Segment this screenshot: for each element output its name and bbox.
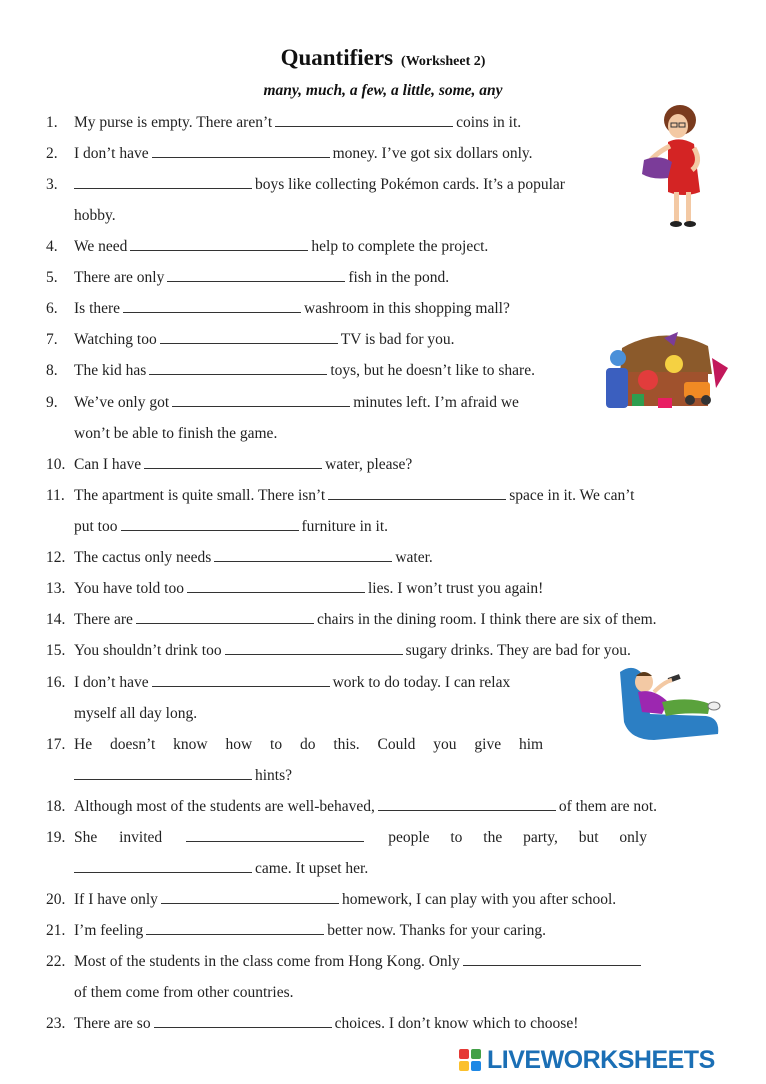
question-22: 22. Most of the students in the class come from Hong Kong. Only — [46, 946, 644, 977]
answer-blank-7[interactable] — [160, 329, 338, 344]
toy-pile-illustration — [604, 328, 730, 420]
question-1: 1. My purse is empty. There aren’t coins in it. — [46, 114, 522, 131]
question-8: 8. The kid has toys, but he doesn’t like to share. — [46, 362, 535, 379]
question-7: 7. Watching too TV is bad for you. — [46, 331, 455, 348]
question-21: 21. I’m feeling better now. Thanks for your caring. — [46, 922, 546, 939]
answer-blank-19a[interactable] — [186, 827, 364, 842]
relaxing-man-illustration — [614, 662, 726, 744]
question-6: 6. Is there washroom in this shopping mall? — [46, 300, 510, 317]
answer-blank-2[interactable] — [152, 143, 330, 158]
answer-blank-10[interactable] — [144, 454, 322, 469]
answer-blank-8[interactable] — [149, 360, 327, 375]
answer-blank-14[interactable] — [136, 609, 314, 624]
question-3-continued: hobby. — [74, 207, 116, 224]
answer-blank-3[interactable] — [74, 174, 252, 189]
question-16: 16. I don’t have work to do today. I can relax — [46, 674, 511, 691]
question-11-continued: put too furniture in it. — [74, 518, 389, 535]
question-17: 17. He doesn’t know how to do this. Could you give him — [46, 736, 544, 753]
answer-blank-16[interactable] — [152, 672, 330, 687]
answer-blank-9[interactable] — [172, 392, 350, 407]
title-sub: (Worksheet 2) — [401, 54, 486, 69]
question-16-continued: myself all day long. — [74, 705, 198, 722]
woman-with-purse-illustration — [640, 102, 726, 232]
answer-blank-11a[interactable] — [328, 485, 506, 500]
liveworksheets-logo-icon — [459, 1049, 481, 1071]
answer-blank-11b[interactable] — [121, 516, 299, 531]
answer-blank-22[interactable] — [463, 951, 641, 966]
question-4: 4. We need help to complete the project. — [46, 238, 489, 255]
answer-blank-15[interactable] — [225, 640, 403, 655]
question-17-continued: hints? — [74, 760, 292, 791]
question-11: 11. The apartment is quite small. There isn’t space in it. We can’t — [46, 487, 635, 504]
question-3: 3. boys like collecting Pokémon cards. It’s a popular — [46, 176, 565, 193]
title-main: Quantifiers — [280, 45, 394, 70]
answer-blank-12[interactable] — [214, 547, 392, 562]
answer-blank-5[interactable] — [167, 267, 345, 282]
answer-blank-18[interactable] — [378, 796, 556, 811]
question-19: 19. She invited people to the party, but only — [46, 829, 647, 846]
liveworksheets-logo-text: LIVEWORKSHEETS — [487, 1045, 715, 1074]
answer-blank-17[interactable] — [74, 765, 252, 780]
answer-blank-6[interactable] — [123, 298, 301, 313]
page-title — [0, 45, 766, 71]
answer-blank-20[interactable] — [161, 889, 339, 904]
question-5: 5. There are only fish in the pond. — [46, 269, 450, 286]
question-14: 14. There are chairs in the dining room. I think there are six of them. — [46, 611, 657, 628]
answer-blank-4[interactable] — [130, 236, 308, 251]
quantifier-list: many, much, a few, a little, some, any — [263, 82, 503, 99]
answer-blank-1[interactable] — [275, 112, 453, 127]
answer-blank-23[interactable] — [154, 1013, 332, 1028]
question-20: 20. If I have only homework, I can play with you after school. — [46, 891, 617, 908]
question-12: 12. The cactus only needs water. — [46, 549, 433, 566]
question-22-continued: of them come from other countries. — [74, 984, 294, 1001]
question-9: 9. We’ve only got minutes left. I’m afraid we — [46, 394, 519, 411]
answer-blank-19b[interactable] — [74, 858, 252, 873]
question-23: 23. There are so choices. I don’t know which to choose! — [46, 1015, 579, 1032]
answer-blank-13[interactable] — [187, 578, 365, 593]
question-13: 13. You have told too lies. I won’t trust you again! — [46, 580, 544, 597]
question-10: 10. Can I have water, please? — [46, 456, 413, 473]
question-9-continued: won’t be able to finish the game. — [74, 425, 278, 442]
question-15: 15. You shouldn’t drink too sugary drinks. They are bad for you. — [46, 642, 631, 659]
question-2: 2. I don’t have money. I’ve got six dollars only. — [46, 145, 533, 162]
liveworksheets-logo — [459, 1044, 715, 1076]
question-19-continued: came. It upset her. — [74, 853, 368, 884]
question-18: 18. Although most of the students are well-behaved, of them are not. — [46, 798, 658, 815]
answer-blank-21[interactable] — [146, 920, 324, 935]
